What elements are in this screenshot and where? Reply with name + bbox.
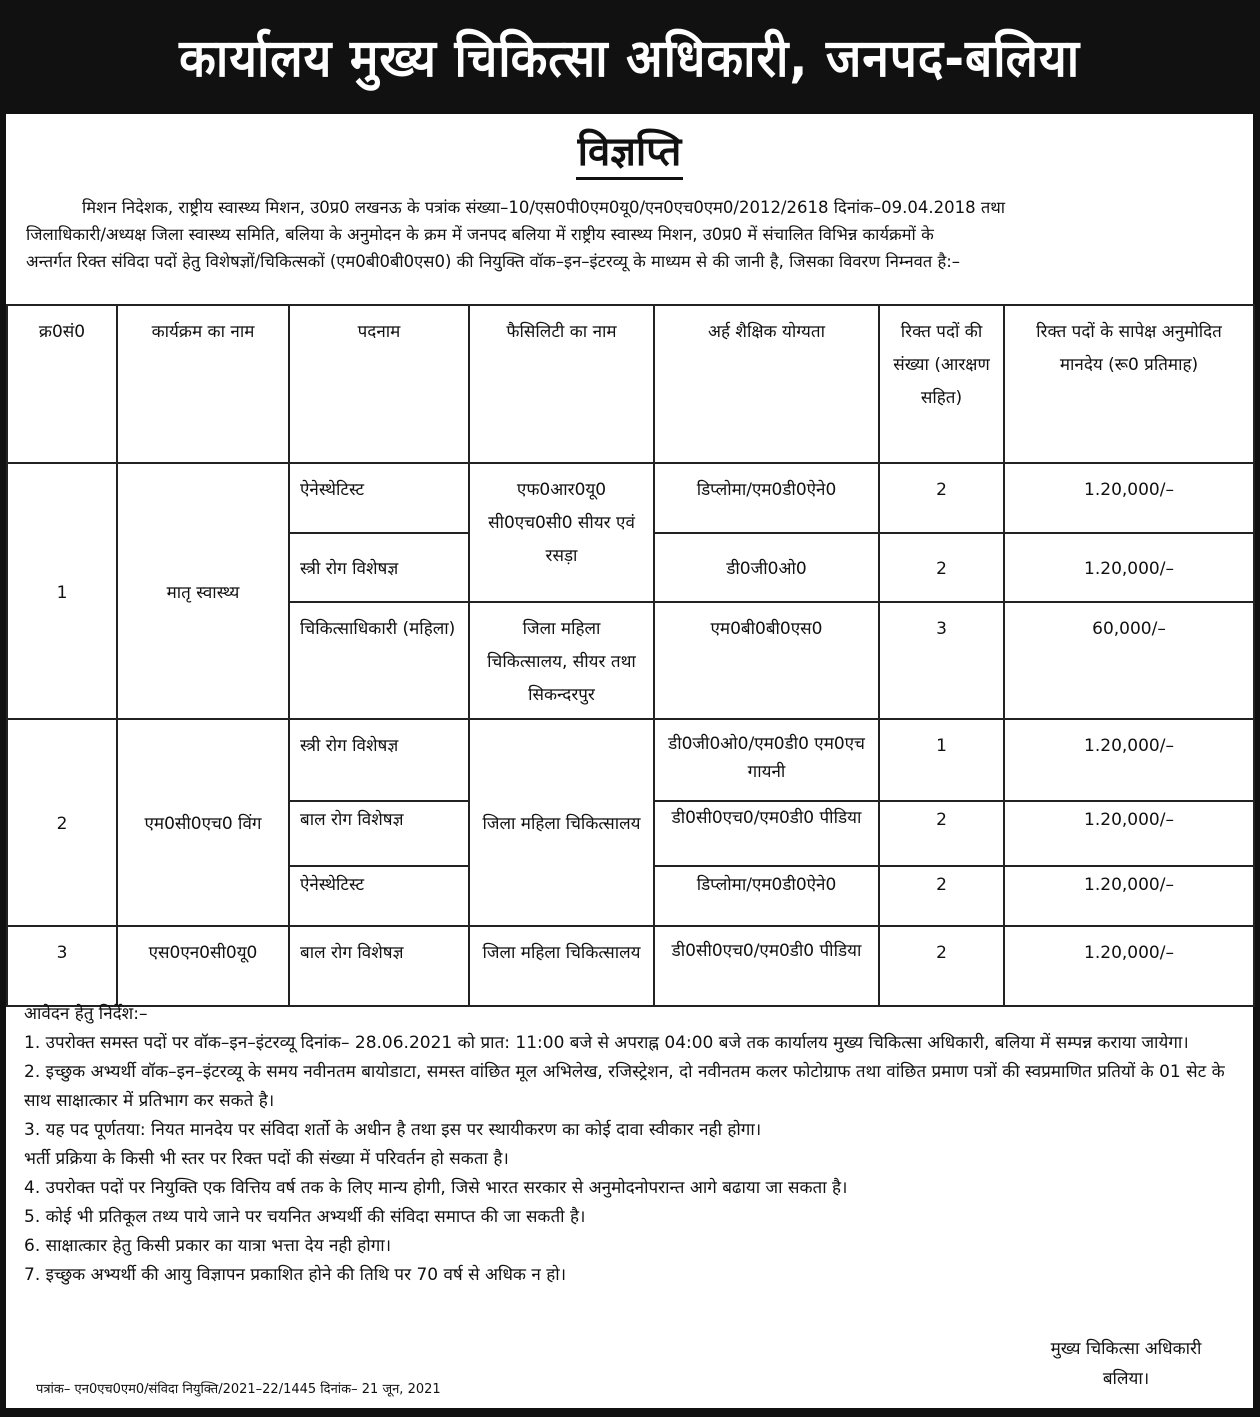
table-row xyxy=(7,926,1254,1006)
serial-cell: 1 xyxy=(7,463,117,719)
program-cell: एस0एन0सी0यू0 xyxy=(117,926,289,1006)
col-qualification: अर्ह शैक्षिक योग्यता xyxy=(654,305,879,463)
honorarium-cell: 60,000/– xyxy=(1004,602,1254,719)
facility-cell: एफ0आर0यू0 सी0एच0सी0 सीयर एवं रसड़ा xyxy=(469,463,654,602)
post-cell: बाल रोग विशेषज्ञ xyxy=(289,801,469,866)
qualification-cell: डी0सी0एच0/एम0डी0 पीडिया xyxy=(654,801,879,866)
instruction-item: 5. कोई भी प्रतिकूल तथ्य पाये जाने पर चयनित अभ्यर्थी की संविदा समाप्त की जा सकती है। xyxy=(24,1207,586,1227)
vacancies-cell: 3 xyxy=(879,602,1004,719)
instruction-item: 1. उपरोक्त समस्त पदों पर वॉक–इन–इंटरव्यू दिनांक– 28.06.2021 को प्रात: 11:00 बजे से अपराह्न 04:00 बजे तक कार्यालय मुख्य चिकित्सा अधिकारी, बलिया में सम्पन्न कराया जायेगा। xyxy=(24,1033,1189,1053)
intro-line-2: जिलाधिकारी/अध्यक्ष जिला स्वास्थ्य समिति, बलिया के अनुमोदन के क्रम में जनपद बलिया में राष्ट्रीय स्वास्थ्य मिशन, उ0प्र0 में संचालित विभिन्न कार्यक्रमों के xyxy=(26,225,934,244)
program-cell: मातृ स्वास्थ्य xyxy=(117,463,289,719)
honorarium-cell: 1.20,000/– xyxy=(1004,463,1254,533)
facility-cell: जिला महिला चिकित्सालय xyxy=(469,719,654,926)
post-cell: स्त्री रोग विशेषज्ञ xyxy=(289,719,469,801)
honorarium-cell: 1.20,000/– xyxy=(1004,533,1254,602)
notice-title: विज्ञप्ति xyxy=(576,129,684,180)
instruction-item: 7. इच्छुक अभ्यर्थी की आयु विज्ञापन प्रकाशित होने की तिथि पर 70 वर्ष से अधिक न हो। xyxy=(24,1265,567,1285)
post-cell: ऐनेस्थेटिस्ट xyxy=(289,463,469,533)
signatory-title: मुख्य चिकित्सा अधिकारी xyxy=(1050,1339,1202,1359)
facility-cell: जिला महिला चिकित्सालय, सीयर तथा सिकन्दरपुर xyxy=(469,602,654,719)
signature-block xyxy=(1016,1334,1236,1394)
instruction-item: 4. उपरोक्त पदों पर नियुक्ति एक वित्तिय वर्ष तक के लिए मान्य होगी, जिसे भारत सरकार से अनुमोदनोपरान्त आगे बढाया जा सकता है। xyxy=(24,1178,848,1198)
post-cell: स्त्री रोग विशेषज्ञ xyxy=(289,533,469,602)
honorarium-cell: 1.20,000/– xyxy=(1004,801,1254,866)
col-vacancies: रिक्त पदों की संख्या (आरक्षण सहित) xyxy=(879,305,1004,463)
honorarium-cell: 1.20,000/– xyxy=(1004,866,1254,926)
post-cell: बाल रोग विशेषज्ञ xyxy=(289,926,469,1006)
facility-cell: जिला महिला चिकित्सालय xyxy=(469,926,654,1006)
vacancies-cell: 2 xyxy=(879,866,1004,926)
col-serial: क्र0सं0 xyxy=(7,305,117,463)
post-cell: चिकित्साधिकारी (महिला) xyxy=(289,602,469,719)
qualification-cell: डी0सी0एच0/एम0डी0 पीडिया xyxy=(654,926,879,1006)
col-honorarium: रिक्त पदों के सापेक्ष अनुमोदित मानदेय (रू0 प्रतिमाह) xyxy=(1004,305,1254,463)
office-title: कार्यालय मुख्य चिकित्सा अधिकारी, जनपद-बलिया xyxy=(179,29,1081,89)
application-instructions xyxy=(24,1000,1242,1290)
col-program: कार्यक्रम का नाम xyxy=(117,305,289,463)
table-row xyxy=(7,719,1254,801)
col-post: पदनाम xyxy=(289,305,469,463)
honorarium-cell: 1.20,000/– xyxy=(1004,719,1254,801)
instruction-item: भर्ती प्रक्रिया के किसी भी स्तर पर रिक्त पदों की संख्या में परिवर्तन हो सकता है। xyxy=(24,1149,509,1169)
instruction-item: 6. साक्षात्कार हेतु किसी प्रकार का यात्रा भत्ता देय नही होगा। xyxy=(24,1236,392,1256)
office-header xyxy=(0,0,1260,113)
qualification-cell: डी0जी0ओ0/एम0डी0 एम0एच गायनी xyxy=(654,719,879,801)
vacancy-table xyxy=(6,304,1255,1007)
instructions-heading: आवेदन हेतु निर्देश:– xyxy=(24,1004,148,1024)
intro-line-1: मिशन निदेशक, राष्ट्रीय स्वास्थ्य मिशन, उ0प्र0 लखनऊ के पत्रांक संख्या–10/एस0पी0एम0यू0/एन0एच0एम0/2012/2618 दिनांक–09.04.2018 तथा xyxy=(82,198,1006,217)
notice-sheet xyxy=(6,114,1253,1408)
serial-cell: 2 xyxy=(7,719,117,926)
qualification-cell: डी0जी0ओ0 xyxy=(654,533,879,602)
col-facility: फैसिलिटी का नाम xyxy=(469,305,654,463)
instruction-item: 3. यह पद पूर्णतया: नियत मानदेय पर संविदा शर्तो के अधीन है तथा इस पर स्थायीकरण का कोई दावा स्वीकार नही होगा। xyxy=(24,1120,762,1140)
serial-cell: 3 xyxy=(7,926,117,1006)
vacancies-cell: 2 xyxy=(879,926,1004,1006)
table-row xyxy=(7,463,1254,533)
qualification-cell: एम0बी0बी0एस0 xyxy=(654,602,879,719)
table-header-row xyxy=(7,305,1254,463)
program-cell: एम0सी0एच0 विंग xyxy=(117,719,289,926)
vacancies-cell: 1 xyxy=(879,719,1004,801)
reference-number: पत्रांक– एन0एच0एम0/संविदा नियुक्ति/2021–22/1445 दिनांक– 21 जून, 2021 xyxy=(36,1382,441,1397)
notice-title-wrap xyxy=(6,122,1253,177)
qualification-cell: डिप्लोमा/एम0डी0ऐने0 xyxy=(654,866,879,926)
qualification-cell: डिप्लोमा/एम0डी0ऐने0 xyxy=(654,463,879,533)
intro-line-3: अन्तर्गत रिक्त संविदा पदों हेतु विशेषज्ञों/चिकित्सकों (एम0बी0बी0एस0) की नियुक्ति वॉक–इन–इंटरव्यू के माध्यम से की जानी है, जिसका विवरण निम्नवत है:– xyxy=(26,252,961,271)
vacancies-cell: 2 xyxy=(879,801,1004,866)
intro-paragraph xyxy=(26,194,1240,275)
vacancies-cell: 2 xyxy=(879,533,1004,602)
honorarium-cell: 1.20,000/– xyxy=(1004,926,1254,1006)
post-cell: ऐनेस्थेटिस्ट xyxy=(289,866,469,926)
vacancies-cell: 2 xyxy=(879,463,1004,533)
signatory-place: बलिया। xyxy=(1102,1369,1150,1389)
instruction-item: 2. इच्छुक अभ्यर्थी वॉक–इन–इंटरव्यू के समय नवीनतम बायोडाटा, समस्त वांछित मूल अभिलेख, रजिस्ट्रेशन, दो नवीनतम कलर फोटोग्राफ तथा वांछित प्रमाण पत्रों की स्वप्रमाणित प्रतियों के 01 सेट के साथ साक्षात्कार में प्रतिभाग कर सकते है। xyxy=(24,1062,1225,1111)
